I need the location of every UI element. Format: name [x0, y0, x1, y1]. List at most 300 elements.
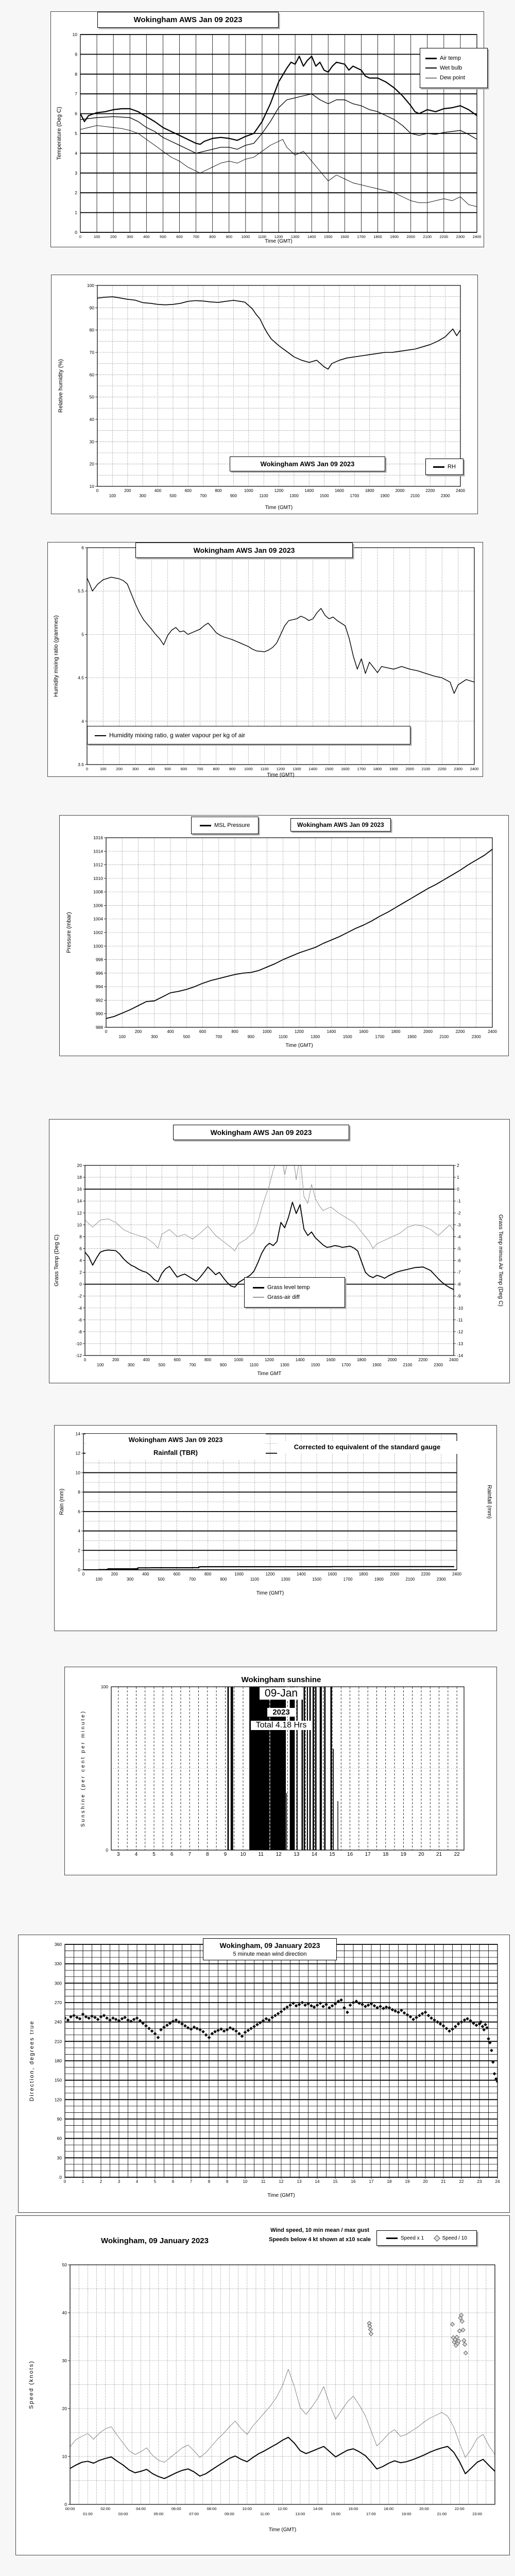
svg-text:-4: -4 [78, 1305, 82, 1311]
svg-text:2000: 2000 [387, 1358, 397, 1362]
svg-text:00:00: 00:00 [65, 2506, 75, 2511]
chart-panel-rainfall [54, 1425, 497, 1631]
svg-text:-14: -14 [457, 1353, 464, 1358]
svg-text:2200: 2200 [455, 1029, 465, 1034]
svg-text:18: 18 [77, 1175, 82, 1180]
svg-text:1900: 1900 [390, 234, 399, 239]
svg-text:0: 0 [78, 1567, 80, 1572]
svg-text:6: 6 [78, 1509, 80, 1514]
svg-text:1700: 1700 [350, 494, 359, 498]
svg-text:1700: 1700 [375, 1035, 385, 1039]
svg-text:07:00: 07:00 [189, 2512, 199, 2516]
svg-text:8: 8 [78, 1489, 80, 1495]
svg-text:30: 30 [57, 2155, 62, 2161]
svg-text:6: 6 [81, 545, 84, 550]
svg-text:2300: 2300 [454, 767, 463, 771]
svg-text:200: 200 [124, 488, 131, 493]
secondary-y-axis-title: Grass Temp minus Air Temp (Deg C) [497, 1214, 504, 1307]
svg-text:0: 0 [59, 2175, 62, 2180]
svg-text:3: 3 [117, 2179, 121, 2184]
svg-text:800: 800 [204, 1358, 212, 1362]
svg-text:1300: 1300 [290, 234, 300, 239]
svg-text:1500: 1500 [319, 494, 329, 498]
svg-text:0: 0 [85, 767, 89, 771]
svg-text:1200: 1200 [276, 767, 285, 771]
svg-text:8: 8 [79, 1234, 82, 1240]
svg-text:09:00: 09:00 [224, 2512, 234, 2516]
svg-text:2100: 2100 [423, 234, 432, 239]
svg-text:2100: 2100 [405, 1577, 415, 1582]
chart-panel-relative-humidity [51, 275, 478, 514]
chart-title: Wokingham AWS Jan 09 2023 [290, 818, 391, 832]
svg-text:14: 14 [315, 2179, 320, 2184]
svg-text:800: 800 [231, 1029, 238, 1034]
chart-title: Wokingham AWS Jan 09 2023 [97, 12, 279, 28]
svg-text:1700: 1700 [341, 1363, 351, 1367]
svg-text:16: 16 [77, 1187, 82, 1192]
svg-text:500: 500 [158, 1363, 165, 1367]
svg-text:2000: 2000 [405, 767, 415, 771]
svg-text:16:00: 16:00 [348, 2506, 358, 2511]
svg-text:400: 400 [143, 1358, 150, 1362]
svg-text:2: 2 [75, 190, 77, 196]
pressure-plot [60, 816, 509, 1059]
svg-text:1500: 1500 [323, 234, 333, 239]
chart-panel-sunshine [64, 1667, 497, 1875]
svg-text:02:00: 02:00 [100, 2506, 111, 2511]
svg-text:12:00: 12:00 [278, 2506, 287, 2511]
svg-text:4: 4 [75, 150, 77, 156]
svg-text:10: 10 [75, 1470, 80, 1476]
svg-text:600: 600 [176, 234, 183, 239]
svg-text:10: 10 [77, 1222, 82, 1228]
svg-text:10: 10 [89, 484, 94, 489]
svg-text:100: 100 [109, 494, 116, 498]
svg-text:600: 600 [199, 1029, 207, 1034]
svg-text:1900: 1900 [389, 767, 398, 771]
svg-text:18: 18 [387, 2179, 392, 2184]
svg-text:0: 0 [75, 230, 77, 235]
svg-text:1500: 1500 [311, 1363, 320, 1367]
svg-text:22: 22 [459, 2179, 464, 2184]
svg-text:18:00: 18:00 [384, 2506, 394, 2511]
legend-label: Dew point [440, 75, 465, 81]
svg-text:40: 40 [89, 417, 94, 422]
svg-text:800: 800 [215, 488, 222, 493]
legend-label: Air temp [440, 55, 461, 61]
legend-item [253, 1294, 336, 1300]
svg-text:1000: 1000 [244, 488, 253, 493]
svg-text:30: 30 [62, 2358, 67, 2363]
y-axis-title: Sunshine (per cent per minute) [80, 1709, 86, 1827]
svg-text:4.5: 4.5 [78, 675, 84, 681]
svg-text:2200: 2200 [418, 1358, 428, 1362]
y-axis-title: Pressure (mbar) [66, 912, 72, 953]
svg-text:2000: 2000 [395, 488, 405, 493]
svg-text:1300: 1300 [280, 1363, 289, 1367]
svg-text:700: 700 [215, 1035, 222, 1039]
legend-label: Wet bulb [440, 65, 462, 71]
svg-text:100: 100 [118, 1035, 126, 1039]
svg-text:1900: 1900 [374, 1577, 384, 1582]
svg-text:1004: 1004 [93, 916, 103, 922]
svg-text:-6: -6 [457, 1258, 461, 1263]
svg-text:2000: 2000 [390, 1572, 400, 1577]
svg-text:1600: 1600 [340, 767, 350, 771]
svg-text:1500: 1500 [312, 1577, 322, 1582]
svg-text:16: 16 [351, 2179, 356, 2184]
svg-text:4: 4 [79, 1258, 82, 1263]
svg-text:900: 900 [230, 494, 237, 498]
svg-text:1100: 1100 [250, 1577, 259, 1582]
svg-text:1600: 1600 [328, 1572, 337, 1577]
svg-text:12: 12 [75, 1450, 80, 1456]
legend-label: Speed x 1 [401, 2235, 424, 2241]
svg-text:4: 4 [135, 2179, 139, 2184]
svg-text:23: 23 [477, 2179, 482, 2184]
svg-text:5: 5 [75, 131, 77, 136]
svg-text:2300: 2300 [436, 1577, 446, 1582]
svg-text:400: 400 [143, 234, 150, 239]
svg-text:400: 400 [142, 1572, 149, 1577]
svg-text:9: 9 [75, 52, 77, 57]
svg-text:0: 0 [82, 1572, 85, 1577]
chart-title: Wokingham, 09 January 2023 [101, 2236, 209, 2245]
svg-text:-13: -13 [457, 1341, 464, 1346]
svg-text:20: 20 [89, 461, 94, 467]
svg-text:600: 600 [173, 1572, 180, 1577]
svg-text:01:00: 01:00 [82, 2512, 93, 2516]
chart-title: Wokingham sunshine [236, 1675, 327, 1684]
svg-text:9: 9 [224, 1852, 227, 1857]
rainfall-note: Corrected to equivalent of the standard gauge [277, 1441, 457, 1454]
svg-text:900: 900 [247, 1035, 254, 1039]
svg-text:180: 180 [54, 2058, 62, 2063]
svg-text:2400: 2400 [452, 1572, 461, 1577]
x-axis-title: Time (GMT) [285, 1043, 313, 1048]
svg-text:990: 990 [95, 1011, 103, 1016]
x-axis-title: Time (GMT) [265, 239, 293, 244]
svg-text:1100: 1100 [260, 767, 269, 771]
svg-text:100: 100 [97, 1363, 104, 1367]
svg-text:2400: 2400 [488, 1029, 497, 1034]
svg-text:1200: 1200 [274, 488, 284, 493]
svg-text:10: 10 [72, 32, 77, 37]
svg-text:-1: -1 [457, 1198, 461, 1204]
svg-text:300: 300 [126, 234, 133, 239]
svg-text:1200: 1200 [265, 1572, 275, 1577]
secondary-y-axis-title: Rainfall (mm) [486, 1485, 492, 1519]
svg-text:3: 3 [75, 170, 77, 176]
svg-text:13: 13 [297, 2179, 302, 2184]
svg-text:500: 500 [158, 1577, 165, 1582]
grass-temp-legend [244, 1277, 345, 1308]
svg-text:1200: 1200 [295, 1029, 304, 1034]
svg-text:2: 2 [78, 1548, 80, 1553]
svg-text:2100: 2100 [410, 494, 420, 498]
svg-text:1300: 1300 [311, 1035, 320, 1039]
svg-text:200: 200 [111, 1572, 118, 1577]
svg-text:500: 500 [160, 234, 166, 239]
sunshine-title-block [163, 1675, 400, 1730]
svg-text:300: 300 [54, 1980, 62, 1986]
svg-text:2100: 2100 [421, 767, 431, 771]
rh-legend [425, 459, 464, 475]
svg-text:800: 800 [209, 234, 216, 239]
x-axis-title: Time (GMT) [268, 2527, 297, 2533]
y-axis-title: Grass Temp (Deg C) [54, 1234, 60, 1286]
svg-text:500: 500 [164, 767, 171, 771]
svg-text:1200: 1200 [274, 234, 283, 239]
legend-label: MSL Pressure [214, 822, 250, 828]
svg-text:1500: 1500 [342, 1035, 352, 1039]
svg-text:200: 200 [112, 1358, 119, 1362]
svg-text:30: 30 [89, 439, 94, 445]
svg-text:3: 3 [117, 1852, 120, 1857]
svg-text:2200: 2200 [439, 234, 449, 239]
svg-text:1300: 1300 [292, 767, 301, 771]
svg-text:1800: 1800 [391, 1029, 401, 1034]
svg-text:1100: 1100 [279, 1035, 288, 1039]
chart-title: Wokingham AWS Jan 09 2023 [173, 1125, 349, 1140]
svg-text:1600: 1600 [335, 488, 344, 493]
mixing-ratio-legend [87, 726, 410, 744]
svg-text:3.5: 3.5 [78, 762, 84, 767]
svg-text:40: 40 [62, 2310, 67, 2315]
svg-text:-2: -2 [457, 1210, 461, 1216]
y-axis-title: Rain (mm) [59, 1488, 65, 1515]
svg-text:23:00: 23:00 [472, 2512, 483, 2516]
x-axis-title: Time (GMT) [267, 2193, 295, 2198]
svg-text:17: 17 [369, 2179, 374, 2184]
svg-text:10: 10 [243, 2179, 248, 2184]
svg-text:1000: 1000 [262, 1029, 272, 1034]
svg-text:100: 100 [87, 283, 94, 288]
svg-text:700: 700 [193, 234, 199, 239]
svg-text:12: 12 [77, 1210, 82, 1216]
svg-text:1008: 1008 [93, 889, 103, 895]
svg-text:1400: 1400 [308, 767, 318, 771]
legend-label: RH [448, 464, 456, 470]
svg-text:11:00: 11:00 [260, 2512, 270, 2516]
chart-subtitle: Rainfall (TBR) [153, 1448, 198, 1456]
y-axis-title: Humidity mixing ratio (grammes) [53, 615, 59, 697]
svg-text:700: 700 [199, 494, 207, 498]
svg-text:996: 996 [95, 970, 103, 976]
svg-text:360: 360 [54, 1942, 62, 1947]
svg-text:1: 1 [457, 1175, 459, 1180]
svg-text:1600: 1600 [359, 1029, 368, 1034]
svg-text:0: 0 [64, 2502, 67, 2507]
svg-text:2300: 2300 [456, 234, 465, 239]
svg-text:2300: 2300 [440, 494, 450, 498]
svg-text:1016: 1016 [93, 835, 103, 840]
mixing-ratio-line-sample [95, 735, 106, 736]
svg-text:14: 14 [75, 1431, 80, 1436]
y-axis-title: Temperature (Deg C) [56, 107, 62, 160]
svg-text:60: 60 [57, 2136, 62, 2141]
svg-text:15:00: 15:00 [331, 2512, 341, 2516]
svg-text:-4: -4 [457, 1234, 461, 1240]
svg-text:2400: 2400 [472, 234, 482, 239]
svg-text:22:00: 22:00 [454, 2506, 465, 2511]
svg-text:13: 13 [294, 1852, 300, 1857]
svg-text:1400: 1400 [307, 234, 316, 239]
svg-text:998: 998 [95, 957, 103, 962]
svg-text:6: 6 [79, 1246, 82, 1251]
svg-text:-10: -10 [75, 1341, 82, 1346]
svg-text:5: 5 [152, 1852, 156, 1857]
rainfall-title-block [85, 1434, 266, 1459]
chart-panel-grass-temperature [49, 1119, 510, 1383]
svg-text:1700: 1700 [343, 1577, 353, 1582]
svg-text:20: 20 [62, 2406, 67, 2411]
svg-text:1800: 1800 [373, 767, 382, 771]
svg-text:1012: 1012 [93, 862, 103, 868]
grass-air-diff-line-sample [253, 1297, 264, 1298]
svg-text:1000: 1000 [234, 1358, 244, 1362]
svg-text:2200: 2200 [437, 767, 447, 771]
svg-text:1100: 1100 [258, 234, 266, 239]
svg-text:90: 90 [89, 305, 94, 311]
svg-text:1100: 1100 [259, 494, 268, 498]
svg-text:1: 1 [81, 2179, 84, 2184]
legend-item [200, 822, 250, 828]
svg-text:-12: -12 [457, 1329, 464, 1334]
svg-text:1014: 1014 [93, 849, 103, 854]
svg-text:7: 7 [190, 2179, 193, 2184]
svg-text:6: 6 [170, 1852, 174, 1857]
sunshine-date: 09-Jan [260, 1687, 303, 1700]
svg-text:600: 600 [180, 767, 187, 771]
svg-text:330: 330 [54, 1961, 62, 1967]
svg-text:200: 200 [134, 1029, 142, 1034]
y-axis-title: Relative humidity (%) [58, 359, 64, 413]
chart-title-box [203, 1938, 337, 1960]
legend-item [433, 464, 456, 470]
sunshine-year: 2023 [267, 1708, 295, 1717]
svg-text:17:00: 17:00 [366, 2512, 376, 2516]
svg-text:100: 100 [95, 1577, 102, 1582]
svg-text:100: 100 [93, 234, 100, 239]
chart-panel-temperature [50, 11, 484, 247]
legend-label: Grass level temp [267, 1284, 310, 1291]
svg-text:1002: 1002 [93, 930, 103, 935]
svg-text:19: 19 [405, 2179, 410, 2184]
svg-text:240: 240 [54, 2019, 62, 2025]
svg-text:05:00: 05:00 [153, 2512, 164, 2516]
svg-text:1400: 1400 [297, 1572, 306, 1577]
svg-text:10:00: 10:00 [242, 2506, 252, 2511]
svg-text:-11: -11 [457, 1317, 463, 1323]
chart-panel-pressure [59, 815, 509, 1056]
grass-temp-plot [49, 1120, 510, 1386]
svg-text:-8: -8 [78, 1329, 82, 1334]
svg-text:1800: 1800 [357, 1358, 366, 1362]
temperature-legend [420, 48, 488, 88]
svg-text:300: 300 [127, 1363, 135, 1367]
svg-text:1000: 1000 [234, 1572, 244, 1577]
svg-text:700: 700 [197, 767, 203, 771]
svg-text:300: 300 [139, 494, 146, 498]
svg-text:2100: 2100 [439, 1035, 449, 1039]
svg-text:13:00: 13:00 [295, 2512, 305, 2516]
svg-text:7: 7 [75, 91, 77, 97]
svg-text:900: 900 [226, 234, 233, 239]
svg-text:500: 500 [169, 494, 177, 498]
y-axis-title: Speed (knots) [28, 2360, 35, 2409]
svg-text:8: 8 [208, 2179, 211, 2184]
svg-text:2400: 2400 [470, 767, 479, 771]
wind-speed-plot [16, 2216, 510, 2558]
chart-title: Wokingham AWS Jan 09 2023 [230, 456, 385, 471]
svg-text:2400: 2400 [456, 488, 465, 493]
svg-text:1: 1 [75, 210, 77, 215]
svg-text:06:00: 06:00 [171, 2506, 181, 2511]
chart-title: Wokingham AWS Jan 09 2023 [128, 1436, 223, 1444]
svg-text:994: 994 [95, 984, 103, 990]
chart-panel-wind-direction [18, 1935, 510, 2213]
svg-text:1010: 1010 [93, 875, 103, 881]
svg-text:21: 21 [436, 1852, 442, 1857]
sunshine-total: Total 4.18 Hrs [251, 1721, 312, 1730]
svg-text:90: 90 [57, 2116, 62, 2122]
legend-item [386, 2235, 424, 2241]
svg-text:2000: 2000 [406, 234, 416, 239]
svg-text:-10: -10 [457, 1305, 464, 1311]
speed-diamond-sample [434, 2235, 440, 2242]
svg-text:-9: -9 [457, 1293, 461, 1299]
svg-text:15: 15 [333, 2179, 338, 2184]
svg-text:400: 400 [154, 488, 162, 493]
legend-item [253, 1284, 336, 1291]
svg-text:700: 700 [189, 1363, 196, 1367]
svg-text:150: 150 [54, 2077, 62, 2083]
svg-text:-7: -7 [457, 1269, 461, 1275]
svg-text:80: 80 [89, 327, 94, 333]
svg-text:1300: 1300 [289, 494, 299, 498]
svg-text:04:00: 04:00 [136, 2506, 146, 2511]
svg-text:1500: 1500 [324, 767, 334, 771]
svg-text:2: 2 [79, 1269, 82, 1275]
chart-title: Wokingham, 09 January 2023 [219, 1941, 320, 1950]
svg-text:1400: 1400 [304, 488, 314, 493]
wet-bulb-line-sample [425, 67, 437, 69]
chart-title: Wokingham AWS Jan 09 2023 [135, 543, 353, 558]
svg-text:2000: 2000 [423, 1029, 433, 1034]
svg-text:0: 0 [79, 234, 82, 239]
svg-text:10: 10 [240, 1852, 246, 1857]
svg-text:992: 992 [95, 997, 103, 1003]
svg-text:12: 12 [279, 2179, 284, 2184]
svg-text:1900: 1900 [372, 1363, 382, 1367]
wind-speed-note-line1: Wind speed, 10 min mean / max gust [270, 2227, 369, 2233]
svg-text:24: 24 [495, 2179, 500, 2184]
svg-text:300: 300 [151, 1035, 158, 1039]
humidity-plot [52, 275, 478, 517]
svg-text:0: 0 [63, 2179, 66, 2184]
svg-text:1400: 1400 [295, 1358, 305, 1362]
x-axis-title: Time GMT [257, 1371, 282, 1377]
svg-text:2300: 2300 [471, 1035, 481, 1039]
wind-speed-note-line2: Speeds below 4 kt shown at x10 scale [268, 2236, 371, 2243]
rh-line-sample [433, 466, 444, 468]
legend-item [435, 2235, 467, 2241]
svg-text:0: 0 [96, 488, 99, 493]
svg-text:50: 50 [89, 394, 94, 400]
chart-subtitle: 5 minute mean wind direction [233, 1951, 307, 1957]
svg-text:70: 70 [89, 350, 94, 355]
